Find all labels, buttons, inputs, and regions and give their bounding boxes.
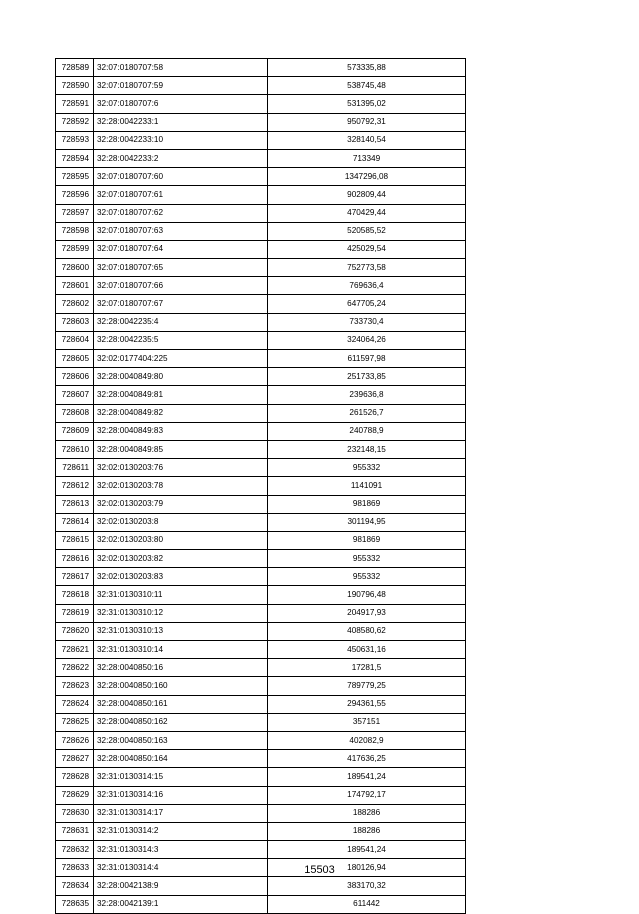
value-cell: 251733,85 xyxy=(268,368,466,386)
table-row xyxy=(56,731,466,749)
row-id-cell: 728625 xyxy=(56,713,94,731)
cadastral-number-cell: 32:07:0180707:60 xyxy=(94,168,268,186)
table-row xyxy=(56,404,466,422)
cadastral-number-cell: 32:07:0180707:59 xyxy=(94,77,268,95)
value-cell: 328140,54 xyxy=(268,131,466,149)
table-row xyxy=(56,368,466,386)
row-id-cell: 728591 xyxy=(56,95,94,113)
table-row xyxy=(56,768,466,786)
row-id-cell: 728618 xyxy=(56,586,94,604)
row-id-cell: 728624 xyxy=(56,695,94,713)
cadastral-number-cell: 32:31:0130310:11 xyxy=(94,586,268,604)
table-row xyxy=(56,822,466,840)
row-id-cell: 728635 xyxy=(56,895,94,913)
table-row xyxy=(56,695,466,713)
cadastral-number-cell: 32:31:0130314:17 xyxy=(94,804,268,822)
table-row xyxy=(56,659,466,677)
row-id-cell: 728601 xyxy=(56,277,94,295)
value-cell: 1347296,08 xyxy=(268,168,466,186)
table-row xyxy=(56,331,466,349)
cadastral-number-cell: 32:31:0130314:16 xyxy=(94,786,268,804)
value-cell: 611597,98 xyxy=(268,350,466,368)
value-cell: 573335,88 xyxy=(268,59,466,77)
cadastral-number-cell: 32:31:0130310:12 xyxy=(94,604,268,622)
table-row xyxy=(56,568,466,586)
table-row xyxy=(56,259,466,277)
table-row xyxy=(56,586,466,604)
value-cell: 955332 xyxy=(268,550,466,568)
value-cell: 538745,48 xyxy=(268,77,466,95)
row-id-cell: 728612 xyxy=(56,477,94,495)
value-cell: 240788,9 xyxy=(268,422,466,440)
table-row xyxy=(56,313,466,331)
cadastral-number-cell: 32:31:0130314:3 xyxy=(94,841,268,859)
cadastral-number-cell: 32:28:0040849:80 xyxy=(94,368,268,386)
cadastral-number-cell: 32:28:0040850:164 xyxy=(94,750,268,768)
row-id-cell: 728600 xyxy=(56,259,94,277)
value-cell: 239636,8 xyxy=(268,386,466,404)
table-row xyxy=(56,440,466,458)
row-id-cell: 728590 xyxy=(56,77,94,95)
table-row xyxy=(56,804,466,822)
value-cell: 611442 xyxy=(268,895,466,913)
value-cell: 357151 xyxy=(268,713,466,731)
table-row xyxy=(56,622,466,640)
cadastral-number-cell: 32:07:0180707:66 xyxy=(94,277,268,295)
value-cell: 402082,9 xyxy=(268,731,466,749)
table-row xyxy=(56,149,466,167)
table-row xyxy=(56,422,466,440)
cadastral-number-cell: 32:07:0180707:6 xyxy=(94,95,268,113)
cadastral-number-cell: 32:07:0180707:58 xyxy=(94,59,268,77)
row-id-cell: 728628 xyxy=(56,768,94,786)
value-cell: 204917,93 xyxy=(268,604,466,622)
table-row xyxy=(56,204,466,222)
cadastral-number-cell: 32:31:0130310:14 xyxy=(94,641,268,659)
row-id-cell: 728626 xyxy=(56,731,94,749)
row-id-cell: 728608 xyxy=(56,404,94,422)
cadastral-number-cell: 32:02:0130203:80 xyxy=(94,531,268,549)
value-cell: 1141091 xyxy=(268,477,466,495)
value-cell: 752773,58 xyxy=(268,259,466,277)
row-id-cell: 728627 xyxy=(56,750,94,768)
table-row xyxy=(56,222,466,240)
table-row xyxy=(56,95,466,113)
table-row xyxy=(56,186,466,204)
table-row xyxy=(56,550,466,568)
value-cell: 180126,94 xyxy=(268,859,466,877)
cadastral-number-cell: 32:07:0180707:62 xyxy=(94,204,268,222)
value-cell: 981869 xyxy=(268,495,466,513)
data-table xyxy=(55,58,466,914)
row-id-cell: 728605 xyxy=(56,350,94,368)
row-id-cell: 728634 xyxy=(56,877,94,895)
cadastral-number-cell: 32:28:0042233:10 xyxy=(94,131,268,149)
row-id-cell: 728603 xyxy=(56,313,94,331)
row-id-cell: 728610 xyxy=(56,440,94,458)
cadastral-number-cell: 32:02:0130203:76 xyxy=(94,459,268,477)
cadastral-number-cell: 32:28:0040849:82 xyxy=(94,404,268,422)
table-row xyxy=(56,295,466,313)
row-id-cell: 728597 xyxy=(56,204,94,222)
table-row xyxy=(56,59,466,77)
value-cell: 789779,25 xyxy=(268,677,466,695)
cadastral-number-cell: 32:28:0040849:83 xyxy=(94,422,268,440)
row-id-cell: 728596 xyxy=(56,186,94,204)
cadastral-number-cell: 32:28:0040850:162 xyxy=(94,713,268,731)
value-cell: 188286 xyxy=(268,804,466,822)
row-id-cell: 728607 xyxy=(56,386,94,404)
cadastral-number-cell: 32:28:0042233:2 xyxy=(94,149,268,167)
table-row xyxy=(56,459,466,477)
table-row xyxy=(56,168,466,186)
table-row xyxy=(56,713,466,731)
value-cell: 470429,44 xyxy=(268,204,466,222)
table-row xyxy=(56,77,466,95)
row-id-cell: 728617 xyxy=(56,568,94,586)
value-cell: 189541,24 xyxy=(268,768,466,786)
cadastral-number-cell: 32:28:0042139:1 xyxy=(94,895,268,913)
value-cell: 769636,4 xyxy=(268,277,466,295)
cadastral-number-cell: 32:28:0040849:85 xyxy=(94,440,268,458)
value-cell: 950792,31 xyxy=(268,113,466,131)
value-cell: 425029,54 xyxy=(268,240,466,258)
table-row xyxy=(56,677,466,695)
row-id-cell: 728619 xyxy=(56,604,94,622)
row-id-cell: 728609 xyxy=(56,422,94,440)
row-id-cell: 728620 xyxy=(56,622,94,640)
row-id-cell: 728604 xyxy=(56,331,94,349)
value-cell: 301194,95 xyxy=(268,513,466,531)
cadastral-number-cell: 32:28:0040850:160 xyxy=(94,677,268,695)
row-id-cell: 728589 xyxy=(56,59,94,77)
value-cell: 981869 xyxy=(268,531,466,549)
cadastral-number-cell: 32:28:0042233:1 xyxy=(94,113,268,131)
row-id-cell: 728615 xyxy=(56,531,94,549)
value-cell: 647705,24 xyxy=(268,295,466,313)
table-row xyxy=(56,895,466,913)
row-id-cell: 728616 xyxy=(56,550,94,568)
table-row xyxy=(56,531,466,549)
table-row xyxy=(56,477,466,495)
row-id-cell: 728613 xyxy=(56,495,94,513)
row-id-cell: 728621 xyxy=(56,641,94,659)
cadastral-number-cell: 32:02:0177404:225 xyxy=(94,350,268,368)
cadastral-number-cell: 32:07:0180707:63 xyxy=(94,222,268,240)
cadastral-number-cell: 32:31:0130314:2 xyxy=(94,822,268,840)
value-cell: 713349 xyxy=(268,149,466,167)
table-row xyxy=(56,641,466,659)
cadastral-number-cell: 32:07:0180707:64 xyxy=(94,240,268,258)
cadastral-number-cell: 32:31:0130314:4 xyxy=(94,859,268,877)
cadastral-number-cell: 32:28:0040850:16 xyxy=(94,659,268,677)
cadastral-number-cell: 32:02:0130203:79 xyxy=(94,495,268,513)
cadastral-number-cell: 32:02:0130203:83 xyxy=(94,568,268,586)
row-id-cell: 728611 xyxy=(56,459,94,477)
cadastral-number-cell: 32:31:0130314:15 xyxy=(94,768,268,786)
value-cell: 324064,26 xyxy=(268,331,466,349)
row-id-cell: 728594 xyxy=(56,149,94,167)
value-cell: 733730,4 xyxy=(268,313,466,331)
table-body xyxy=(56,59,466,914)
value-cell: 417636,25 xyxy=(268,750,466,768)
cadastral-number-cell: 32:28:0042235:5 xyxy=(94,331,268,349)
value-cell: 188286 xyxy=(268,822,466,840)
row-id-cell: 728592 xyxy=(56,113,94,131)
cadastral-number-cell: 32:02:0130203:82 xyxy=(94,550,268,568)
row-id-cell: 728631 xyxy=(56,822,94,840)
row-id-cell: 728593 xyxy=(56,131,94,149)
cadastral-number-cell: 32:31:0130310:13 xyxy=(94,622,268,640)
value-cell: 955332 xyxy=(268,459,466,477)
value-cell: 189541,24 xyxy=(268,841,466,859)
cadastral-number-cell: 32:02:0130203:78 xyxy=(94,477,268,495)
row-id-cell: 728599 xyxy=(56,240,94,258)
cadastral-number-cell: 32:28:0040849:81 xyxy=(94,386,268,404)
table-row xyxy=(56,495,466,513)
row-id-cell: 728595 xyxy=(56,168,94,186)
value-cell: 383170,32 xyxy=(268,877,466,895)
table-row xyxy=(56,877,466,895)
value-cell: 294361,55 xyxy=(268,695,466,713)
row-id-cell: 728614 xyxy=(56,513,94,531)
cadastral-number-cell: 32:28:0042235:4 xyxy=(94,313,268,331)
value-cell: 17281,5 xyxy=(268,659,466,677)
table-row xyxy=(56,277,466,295)
row-id-cell: 728623 xyxy=(56,677,94,695)
cadastral-number-cell: 32:28:0040850:163 xyxy=(94,731,268,749)
cadastral-number-cell: 32:07:0180707:61 xyxy=(94,186,268,204)
cadastral-number-cell: 32:28:0040850:161 xyxy=(94,695,268,713)
value-cell: 902809,44 xyxy=(268,186,466,204)
row-id-cell: 728602 xyxy=(56,295,94,313)
table-row xyxy=(56,350,466,368)
cadastral-number-cell: 32:07:0180707:67 xyxy=(94,295,268,313)
value-cell: 450631,16 xyxy=(268,641,466,659)
value-cell: 261526,7 xyxy=(268,404,466,422)
table-row xyxy=(56,386,466,404)
cadastral-number-cell: 32:07:0180707:65 xyxy=(94,259,268,277)
table-row xyxy=(56,240,466,258)
table-row xyxy=(56,113,466,131)
page-number: 15503 xyxy=(304,864,335,876)
value-cell: 520585,52 xyxy=(268,222,466,240)
table-row xyxy=(56,841,466,859)
cadastral-number-cell: 32:02:0130203:8 xyxy=(94,513,268,531)
row-id-cell: 728606 xyxy=(56,368,94,386)
value-cell: 408580,62 xyxy=(268,622,466,640)
table-row xyxy=(56,786,466,804)
value-cell: 955332 xyxy=(268,568,466,586)
row-id-cell: 728632 xyxy=(56,841,94,859)
value-cell: 190796,48 xyxy=(268,586,466,604)
row-id-cell: 728630 xyxy=(56,804,94,822)
value-cell: 232148,15 xyxy=(268,440,466,458)
table-row xyxy=(56,131,466,149)
table-row xyxy=(56,513,466,531)
value-cell: 531395,02 xyxy=(268,95,466,113)
row-id-cell: 728629 xyxy=(56,786,94,804)
value-cell: 174792,17 xyxy=(268,786,466,804)
row-id-cell: 728622 xyxy=(56,659,94,677)
row-id-cell: 728598 xyxy=(56,222,94,240)
table-row xyxy=(56,604,466,622)
cadastral-number-cell: 32:28:0042138:9 xyxy=(94,877,268,895)
row-id-cell: 728633 xyxy=(56,859,94,877)
table-row xyxy=(56,750,466,768)
